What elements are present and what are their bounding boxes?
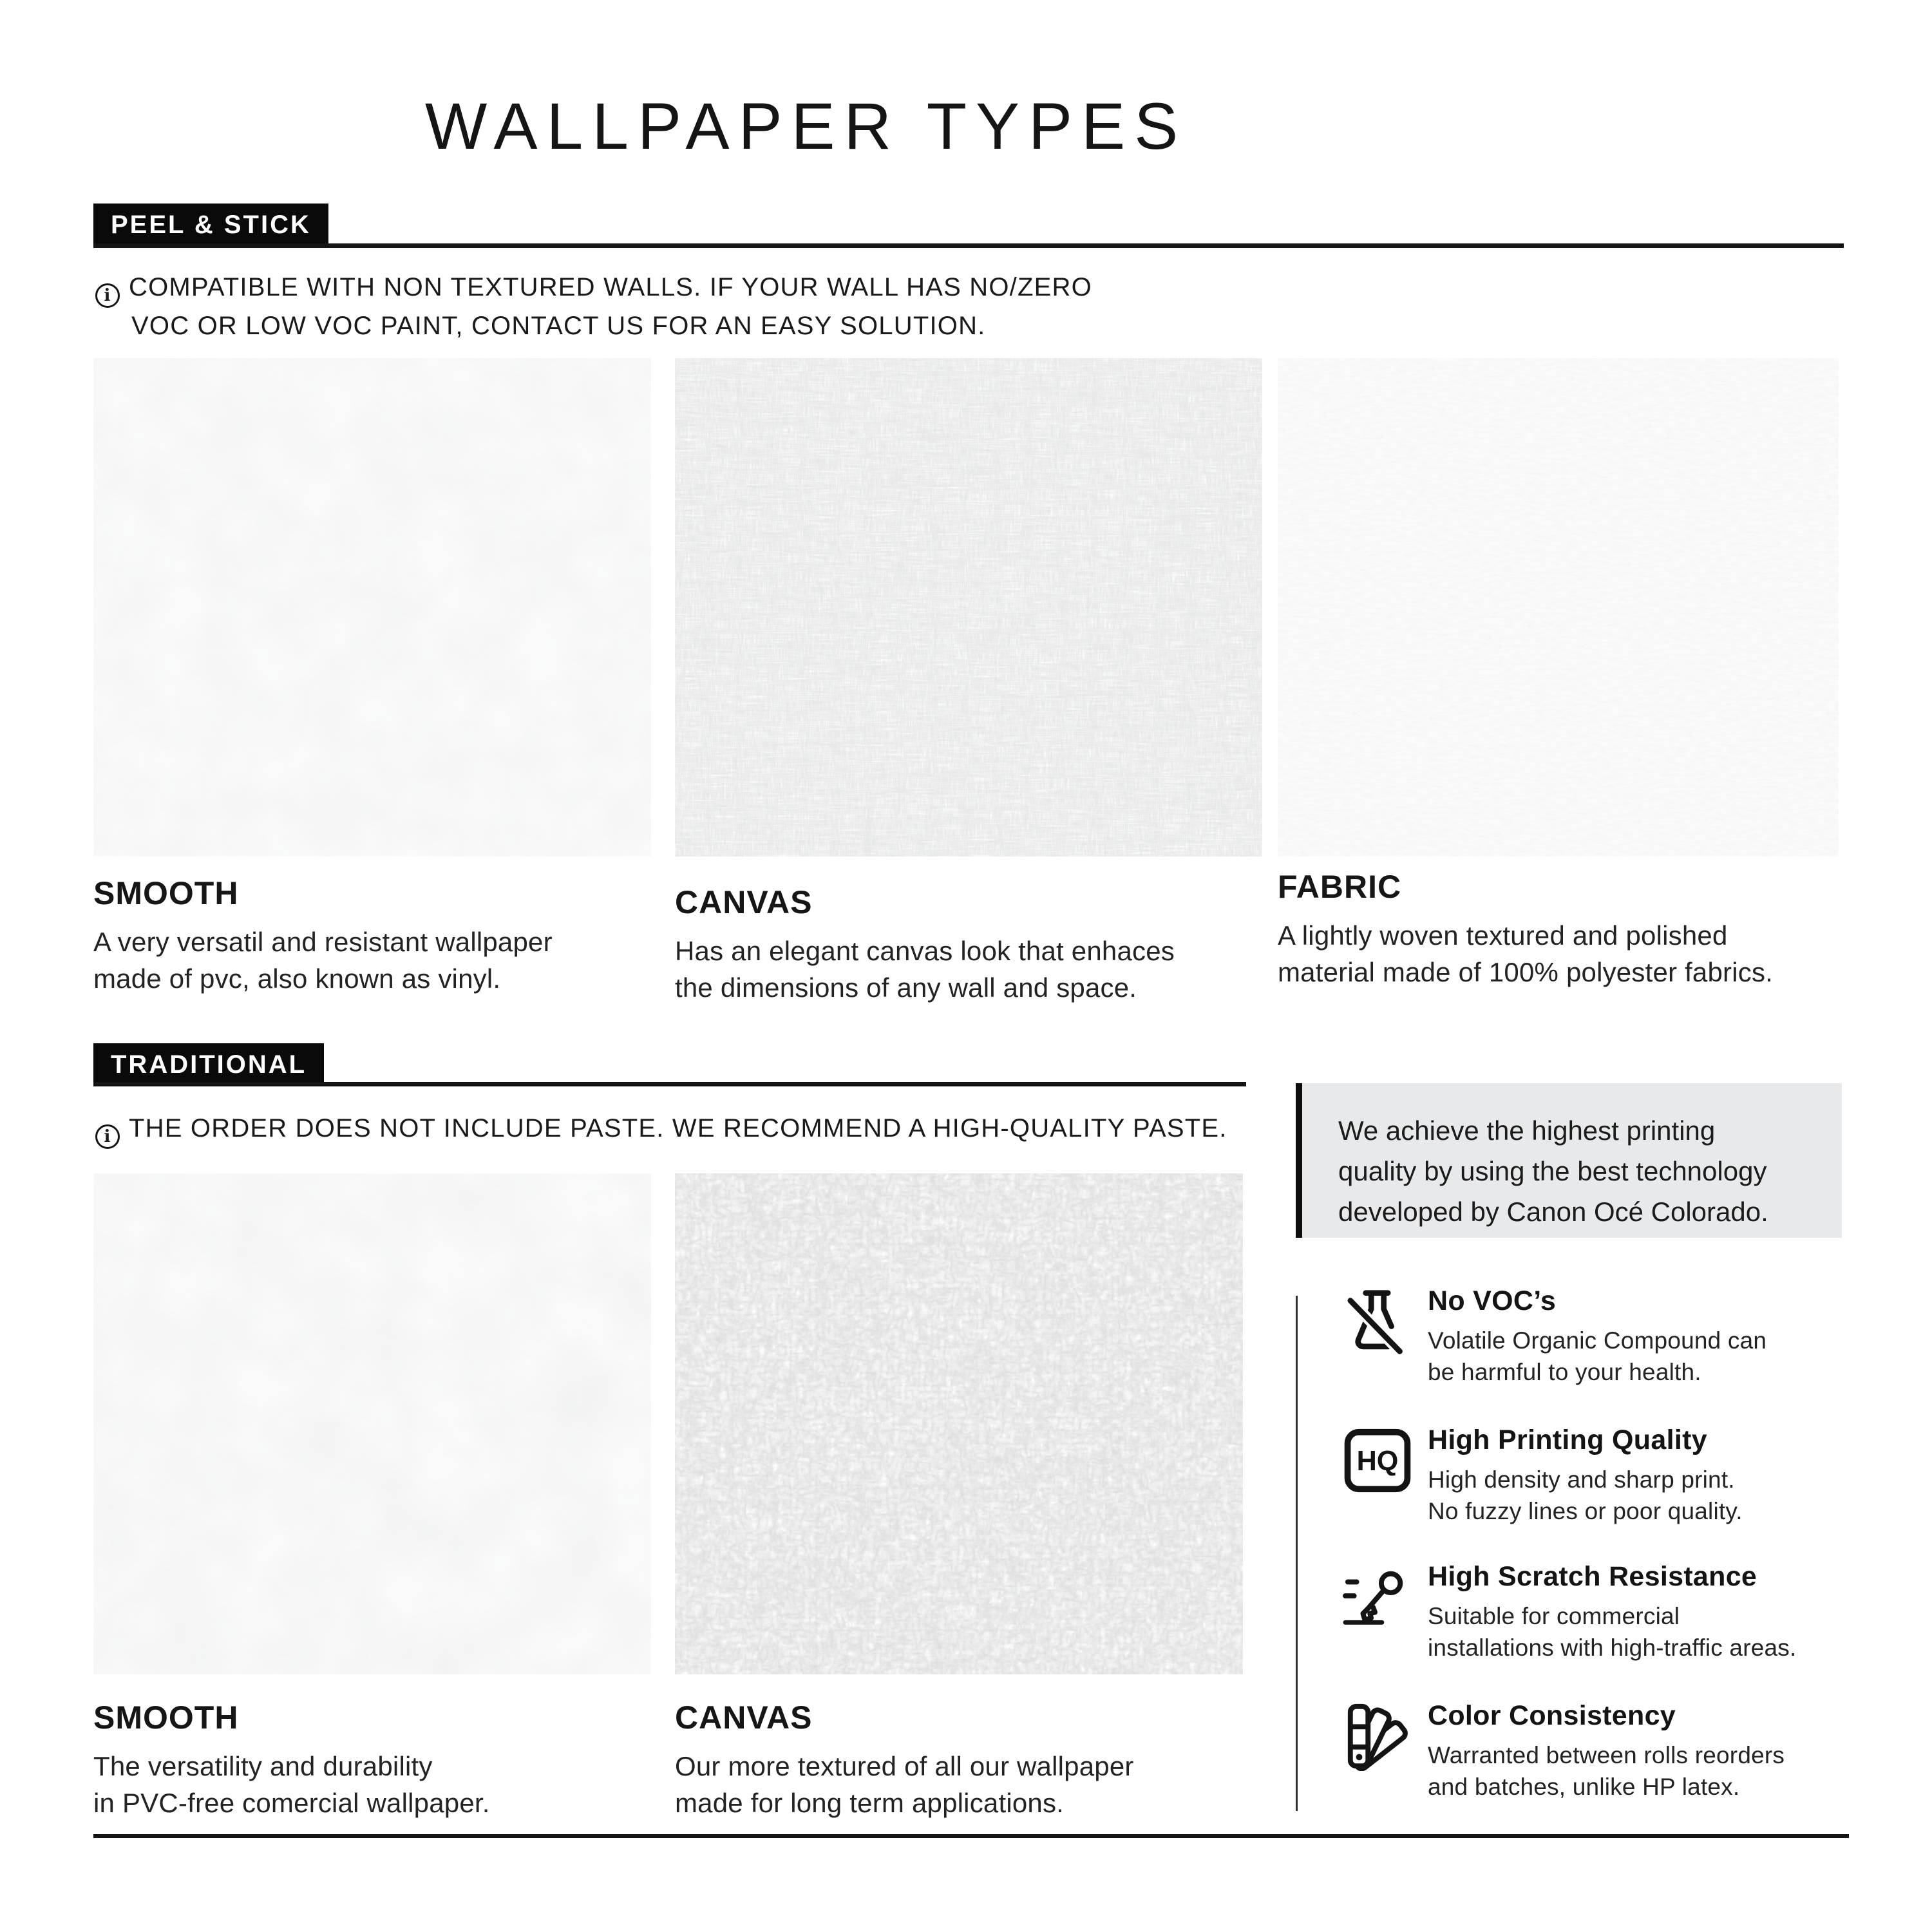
swatch-desc-line2: material made of 100% polyester fabrics. xyxy=(1278,957,1774,987)
section-rule-traditional xyxy=(93,1082,1246,1086)
quality-line3: developed by Canon Océ Colorado. xyxy=(1338,1197,1768,1227)
swatch-desc-line2: made for long term applications. xyxy=(675,1788,1065,1818)
feature-text xyxy=(1428,1700,1852,1803)
peel-stick-note xyxy=(95,269,1092,344)
feature-text xyxy=(1428,1561,1852,1663)
feature-text xyxy=(1428,1425,1852,1527)
hq-icon-label: HQ xyxy=(1356,1446,1399,1477)
swatch-desc-line1: A lightly woven textured and polished xyxy=(1278,920,1728,951)
feature-desc-line2: No fuzzy lines or poor quality. xyxy=(1428,1498,1743,1524)
printing-quality-callout xyxy=(1296,1083,1842,1238)
feature-title: Color Consistency xyxy=(1428,1700,1676,1731)
swatch-title: SMOOTH xyxy=(93,1700,239,1736)
peel-stick-note-line1 xyxy=(95,269,1092,308)
section-badge-peel-stick: PEEL & STICK xyxy=(93,204,328,247)
scratch-key-icon xyxy=(1343,1562,1412,1632)
swatch-caption-canvas-peelstick xyxy=(675,884,1175,1006)
feature-title: No VOC’s xyxy=(1428,1285,1557,1316)
swatch-title: CANVAS xyxy=(675,884,813,920)
info-icon: i xyxy=(95,283,120,308)
swatch-desc-line1: A very versatil and resistant wallpaper xyxy=(93,927,553,957)
section-rule-peel-stick xyxy=(93,243,1844,248)
traditional-note-text1: THE ORDER DOES NOT INCLUDE PASTE. WE RECOMMEND A HIGH-QUALITY PASTE. xyxy=(129,1114,1227,1142)
feature-title: High Printing Quality xyxy=(1428,1425,1707,1455)
swatch-caption-smooth-peelstick xyxy=(93,875,553,997)
texture-swatch-smooth-peelstick xyxy=(93,358,651,857)
feature-text xyxy=(1428,1285,1852,1388)
color-swatchbook-icon xyxy=(1343,1701,1412,1771)
swatch-desc-line1: Our more textured of all our wallpaper xyxy=(675,1751,1134,1781)
quality-line1: We achieve the highest printing xyxy=(1338,1115,1716,1146)
hq-badge-icon xyxy=(1343,1426,1412,1495)
peel-stick-note-text2: VOC OR LOW VOC PAINT, CONTACT US FOR AN EASY SOLUTION. xyxy=(131,312,986,340)
feature-desc-line1: Warranted between rolls reorders xyxy=(1428,1742,1785,1768)
swatch-caption-canvas-traditional xyxy=(675,1699,1134,1821)
features-divider-line xyxy=(1296,1296,1298,1811)
traditional-note xyxy=(95,1110,1227,1149)
swatch-caption-fabric-peelstick xyxy=(1278,868,1773,990)
feature-desc-line1: Volatile Organic Compound can xyxy=(1428,1327,1767,1354)
swatch-caption-smooth-traditional xyxy=(93,1699,490,1821)
feature-desc-line2: be harmful to your health. xyxy=(1428,1359,1701,1385)
quality-line2: quality by using the best technology xyxy=(1338,1156,1767,1186)
page-title: WALLPAPER TYPES xyxy=(425,90,1188,163)
feature-desc-line1: Suitable for commercial xyxy=(1428,1603,1680,1629)
swatch-desc-line2: the dimensions of any wall and space. xyxy=(675,972,1137,1003)
feature-desc-line2: installations with high-traffic areas. xyxy=(1428,1634,1797,1661)
feature-title: High Scratch Resistance xyxy=(1428,1561,1757,1592)
swatch-desc-line1: The versatility and durability xyxy=(93,1751,433,1781)
bottom-rule xyxy=(93,1834,1849,1838)
traditional-note-line1 xyxy=(95,1110,1227,1149)
texture-swatch-canvas-peelstick xyxy=(675,358,1262,857)
texture-swatch-fabric-peelstick xyxy=(1278,358,1839,857)
swatch-desc-line2: made of pvc, also known as vinyl. xyxy=(93,963,501,994)
info-icon: i xyxy=(95,1124,120,1149)
swatch-desc-line2: in PVC-free comercial wallpaper. xyxy=(93,1788,490,1818)
section-badge-traditional: TRADITIONAL xyxy=(93,1043,324,1086)
texture-swatch-canvas-traditional xyxy=(675,1173,1243,1674)
swatch-title: CANVAS xyxy=(675,1700,813,1736)
feature-high-scratch-resistance xyxy=(1343,1561,1852,1663)
feature-color-consistency xyxy=(1343,1700,1852,1803)
swatch-desc-line1: Has an elegant canvas look that enhaces xyxy=(675,936,1175,966)
feature-high-printing-quality xyxy=(1343,1425,1852,1527)
feature-no-voc xyxy=(1343,1285,1852,1388)
peel-stick-note-text1: COMPATIBLE WITH NON TEXTURED WALLS. IF YOUR WALL HAS NO/ZERO xyxy=(129,273,1092,301)
feature-desc-line2: and batches, unlike HP latex. xyxy=(1428,1774,1740,1800)
texture-swatch-smooth-traditional xyxy=(93,1173,651,1674)
swatch-title: SMOOTH xyxy=(93,875,239,911)
no-voc-flask-icon xyxy=(1343,1287,1412,1356)
swatch-title: FABRIC xyxy=(1278,869,1402,905)
feature-desc-line1: High density and sharp print. xyxy=(1428,1466,1735,1493)
